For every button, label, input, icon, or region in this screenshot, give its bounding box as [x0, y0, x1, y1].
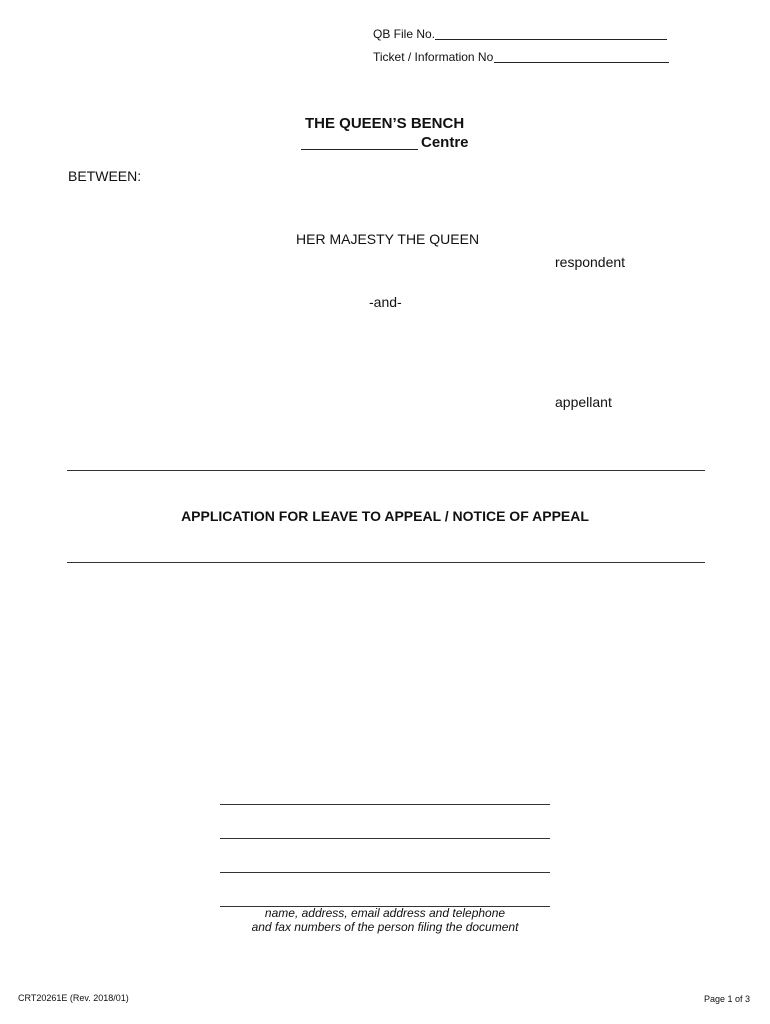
title-bottom-rule: [67, 562, 705, 563]
ticket-information-field[interactable]: [494, 62, 669, 63]
filer-line-2[interactable]: [220, 838, 550, 839]
title-top-rule: [67, 470, 705, 471]
filer-line-1[interactable]: [220, 804, 550, 805]
appellant-role: appellant: [555, 394, 612, 410]
respondent-role: respondent: [555, 254, 626, 270]
filer-line-3[interactable]: [220, 872, 550, 873]
and-separator: -and-: [369, 294, 402, 310]
ticket-information-label: Ticket / Information No: [373, 50, 494, 64]
court-name: THE QUEEN’S BENCH: [305, 115, 465, 132]
filer-caption-line-2: and fax numbers of the person filing the document: [251, 920, 519, 934]
respondent-name: HER MAJESTY THE QUEEN: [296, 231, 480, 247]
centre-label: Centre: [421, 134, 469, 151]
page-number: Page 1 of 3: [703, 994, 750, 1004]
between-label: BETWEEN:: [68, 168, 142, 184]
document-title: APPLICATION FOR LEAVE TO APPEAL / NOTICE OF APPEAL: [181, 508, 589, 524]
qb-file-field[interactable]: [435, 39, 667, 40]
qb-file-label: QB File No.: [373, 27, 436, 41]
form-code: CRT20261E (Rev. 2018/01): [18, 993, 129, 1003]
filer-caption-line-1: name, address, email address and telephone: [264, 906, 506, 920]
centre-field[interactable]: [301, 149, 418, 150]
appellant-name-field[interactable]: [300, 360, 500, 378]
